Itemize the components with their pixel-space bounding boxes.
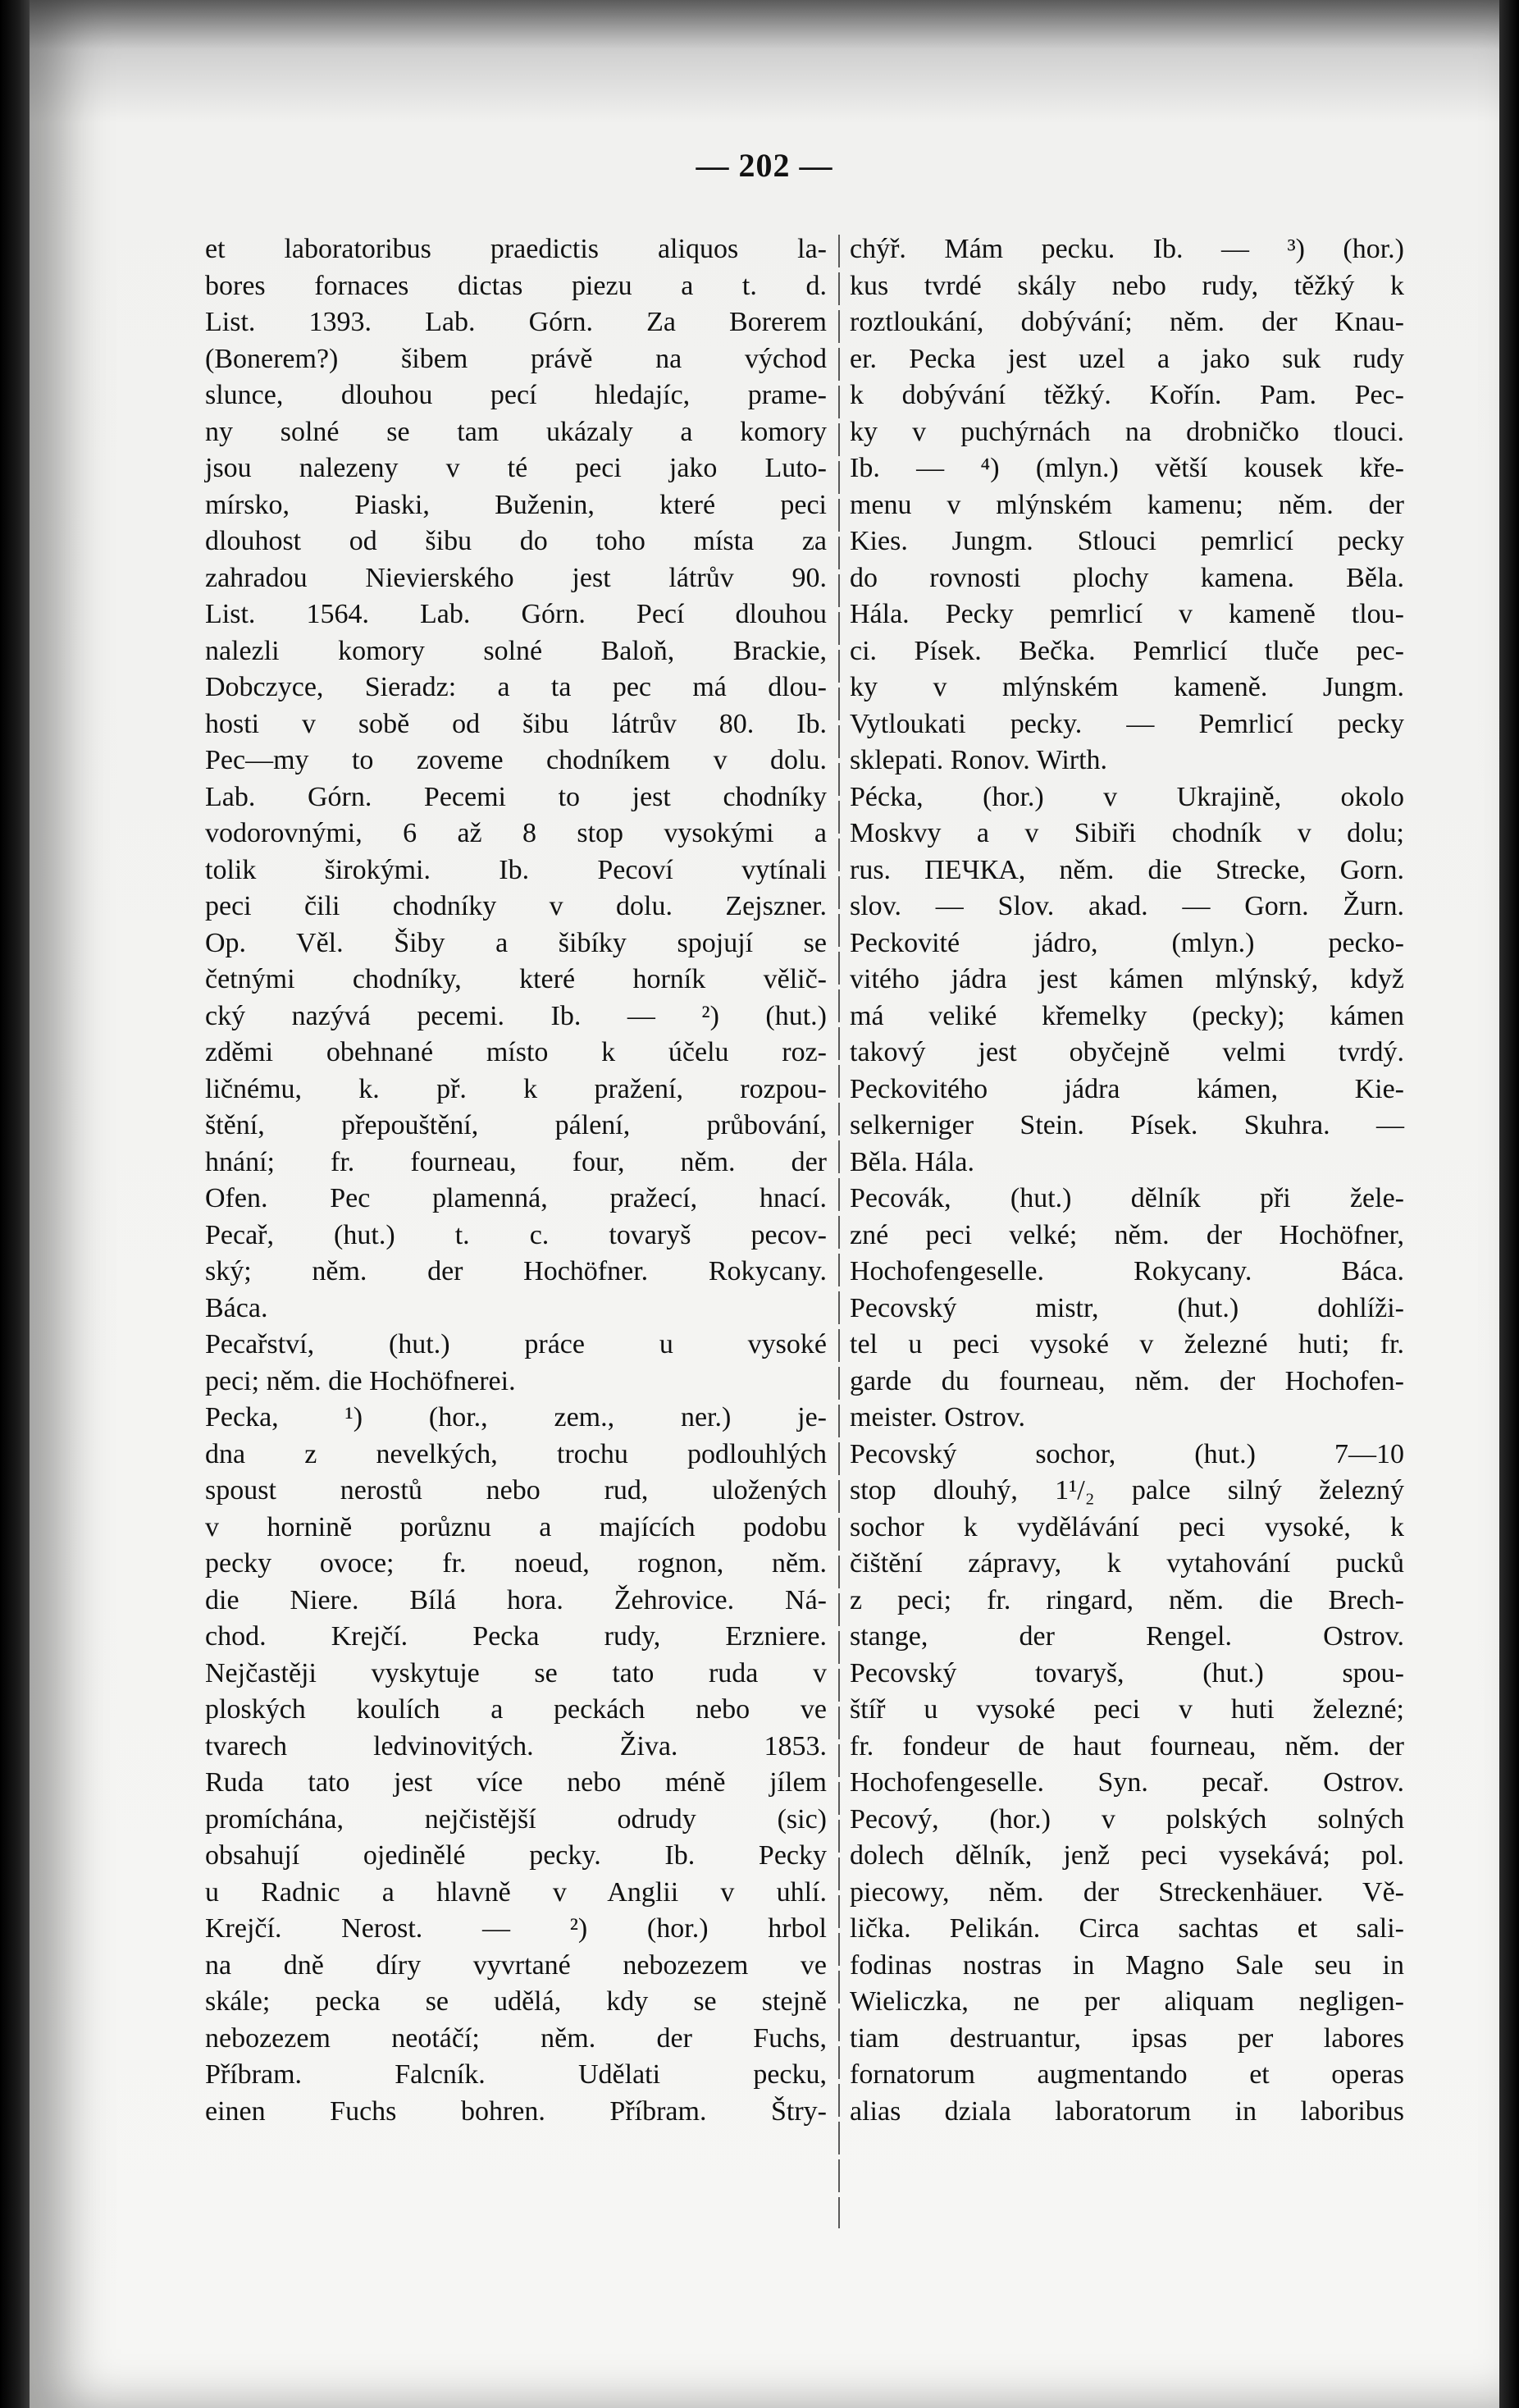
text-line: Ofen. Pec plamenná, pražecí, hnací. [205,1183,827,1213]
text-line: spoust nerostů nebo rud, uložených [205,1475,827,1506]
text-line: fr. fondeur de haut fourneau, něm. der [850,1730,1404,1761]
text-line: Peckovité jádro, (mlyn.) pecko- [850,927,1404,958]
text-line: skále; pecka se udělá, kdy se stejně [205,1986,827,2017]
text-line: jsou nalezeny v té peci jako Luto- [205,453,827,483]
text-line: dna z nevelkých, trochu podlouhlých [205,1438,827,1469]
text-line: tolik širokými. Ib. Pecoví vytínali [205,854,827,885]
text-line: Dobczyce, Sieradz: a ta pec má dlou- [205,672,827,702]
text-line: zahradou Nievierského jest látrův 90. [205,562,827,593]
text-line: ci. Písek. Bečka. Pemrlicí tluče pec- [850,635,1404,666]
text-line: Ruda tato jest více nebo méně jílem [205,1767,827,1798]
text-line: Pecový, (hor.) v polských solných [850,1803,1404,1835]
text-line: ny solné se tam ukázaly a komory [205,416,827,447]
text-line: Hochofengeselle. Rokycany. Báca. [850,1256,1404,1286]
text-line: alias dziala laboratorum in laboribus [850,2095,1404,2127]
text-line: hnání; fr. fourneau, four, něm. der [205,1146,827,1177]
text-line: (Bonerem?) šibem právě na východ [205,343,827,374]
text-line: Pecovák, (hut.) dělník při žele- [850,1183,1404,1213]
text-line: do rovnosti plochy kamena. Běla. [850,562,1404,593]
text-line: Nejčastěji vyskytuje se tato ruda v [205,1657,827,1688]
text-line: dolech dělník, jenž peci vysekává; pol. [850,1840,1404,1871]
page-number: — 202 — [696,147,833,184]
text-line: peci; něm. die Hochöfnerei. [205,1365,516,1396]
text-line: einen Fuchs bohren. Příbram. Štry- [205,2095,827,2127]
text-line: fornatorum augmentando et operas [850,2059,1404,2090]
text-line: v horninĕ porůznu a majících podobu [205,1511,827,1542]
text-line: Moskvy a v Sibiři chodník v dolu; [850,818,1404,848]
text-line: dlouhost od šibu do toho místa za [205,526,827,556]
text-line: rus. ПЕЧКА, něm. die Strecke, Gorn. [850,854,1404,885]
text-line: die Niere. Bílá hora. Žehrovice. Ná- [205,1584,827,1615]
text-line: fodinas nostras in Magno Sale seu in [850,1949,1404,1981]
text-line: k dobývání těžký. Kořín. Pam. Pec- [850,380,1404,410]
text-line: ploských koulích a peckách nebo ve [205,1694,827,1725]
text-line: slunce, dlouhou pecí hledajíc, prame- [205,380,827,410]
text-line: chod. Krejčí. Pecka rudy, Erzniere. [205,1621,827,1652]
text-line: Pecka, ¹) (hor., zem., ner.) je- [205,1402,827,1432]
text-line: List. 1564. Lab. Górn. Pecí dlouhou [205,599,827,629]
text-line: ličnému, k. př. k pražení, rozpou- [205,1073,827,1104]
book-page [30,0,1499,2408]
text-line: štění, přepouštění, pálení, průbování, [205,1110,827,1140]
text-line: ky v mlýnském kameně. Jungm. [850,672,1404,702]
text-line: hosti v sobě od šibu látrův 80. Ib. [205,708,827,739]
text-line: er. Pecka jest uzel a jako suk rudy [850,343,1404,374]
text-line: peci čili chodníky v dolu. Zejszner. [205,891,827,921]
text-line: roztloukání, dobývání; něm. der Knau- [850,307,1404,337]
text-line: sklepati. Ronov. Wirth. [850,745,1108,775]
text-line: četnými chodníky, které horník vělič- [205,964,827,994]
text-line: sochor k vydělávání peci vysoké, k [850,1511,1404,1542]
text-line: chýř. Mám pecku. Ib. — ³) (hor.) [850,234,1404,264]
text-line: zděmi obehnané místo k účelu roz- [205,1037,827,1067]
text-line: garde du fourneau, něm. der Hochofen- [850,1365,1404,1396]
right-column [850,231,1404,2130]
text-line: na dně díry vyvrtané nebozezem ve [205,1949,827,1981]
left-column [205,231,827,2130]
text-line: takový jest obyčejně velmi tvrdý. [850,1037,1404,1067]
text-line: nalezli komory solné Baloň, Brackie, [205,635,827,666]
text-line: bores fornaces dictas piezu a t. d. [205,270,827,301]
text-line: pecky ovoce; fr. noeud, rognon, něm. [205,1548,827,1579]
text-line: meister. Ostrov. [850,1402,1026,1432]
scan-shadow-left [0,0,30,2408]
text-line: lička. Pelikán. Circa sachtas et sali- [850,1913,1404,1944]
text-line: piecowy, něm. der Streckenhäuer. Vě- [850,1876,1404,1908]
text-line: tel u peci vysoké v železné huti; fr. [850,1329,1404,1359]
text-line: Wieliczka, ne per aliquam negligen- [850,1986,1404,2017]
text-line: Pécka, (hor.) v Ukrajině, okolo [850,781,1404,812]
text-line: ský; něm. der Hochöfner. Rokycany. [205,1256,827,1286]
text-line: vodorovnými, 6 až 8 stop vysokými a [205,818,827,848]
text-line: čištění zápravy, k vytahování pucků [850,1548,1404,1579]
scan-shadow-right [1499,0,1519,2408]
text-line: Pec—my to zoveme chodníkem v dolu. [205,745,827,775]
text-line: List. 1393. Lab. Górn. Za Borerem [205,307,827,337]
column-divider [838,235,840,2228]
text-line: tiam destruantur, ipsas per labores [850,2022,1404,2054]
text-line: ky v puchýrnách na drobničko tlouci. [850,416,1404,447]
text-line: u Radnic a hlavně v Anglii v uhlí. [205,1876,827,1908]
text-line: vitého jádra jest kámen mlýnský, když [850,964,1404,994]
text-line: Běla. Hála. [850,1146,974,1177]
text-line: Peckovitého jádra kámen, Kie- [850,1073,1404,1104]
text-line: Pecař, (hut.) t. c. tovaryš pecov- [205,1219,827,1250]
text-line: Pecařství, (hut.) práce u vysoké [205,1329,827,1359]
text-line: Hála. Pecky pemrlicí v kameně tlou- [850,599,1404,629]
text-line: nebozezem neotáčí; něm. der Fuchs, [205,2022,827,2054]
text-line: stange, der Rengel. Ostrov. [850,1621,1404,1652]
text-line: obsahují ojedinělé pecky. Ib. Pecky [205,1840,827,1871]
text-line: Báca. [205,1292,268,1323]
text-line: Hochofengeselle. Syn. pecař. Ostrov. [850,1767,1404,1798]
text-line: Pecovský sochor, (hut.) 7—10 [850,1438,1404,1469]
text-line: Op. Věl. Šiby a šibíky spojují se [205,927,827,958]
text-line: Vytloukati pecky. — Pemrlicí pecky [850,708,1404,739]
text-line: Pecovský mistr, (hut.) dohlíži- [850,1292,1404,1323]
text-line: má veliké křemelky (pecky); kámen [850,1000,1404,1031]
text-line: cký nazývá pecemi. Ib. — ²) (hut.) [205,1000,827,1031]
text-line: menu v mlýnském kamenu; něm. der [850,489,1404,520]
text-line: Příbram. Falcník. Udělati pecku, [205,2059,827,2090]
text-line: z peci; fr. ringard, něm. die Brech- [850,1584,1404,1615]
text-line: slov. — Slov. akad. — Gorn. Žurn. [850,891,1404,921]
text-line: Ib. — ⁴) (mlyn.) větší kousek kře- [850,453,1404,483]
text-line: tvarech ledvinovitých. Živa. 1853. [205,1730,827,1761]
text-line: mírsko, Piaski, Buženin, které peci [205,489,827,520]
text-line: kus tvrdé skály nebo rudy, těžký k [850,270,1404,301]
text-line: promíchána, nejčistější odrudy (sic) [205,1803,827,1835]
text-line: štíř u vysoké peci v huti železné; [850,1694,1404,1725]
text-line: stop dlouhý, 1¹/₂ palce silný železný [850,1475,1404,1506]
text-line: Lab. Górn. Pecemi to jest chodníky [205,781,827,812]
text-line: Krejčí. Nerost. — ²) (hor.) hrbol [205,1913,827,1944]
text-line: zné peci velké; něm. der Hochöfner, [850,1219,1404,1250]
text-line: Pecovský tovaryš, (hut.) spou- [850,1657,1404,1688]
text-line: Kies. Jungm. Stlouci pemrlicí pecky [850,526,1404,556]
text-line: et laboratoribus praedictis aliquos la- [205,234,827,264]
text-line: selkerniger Stein. Písek. Skuhra. — [850,1110,1404,1140]
